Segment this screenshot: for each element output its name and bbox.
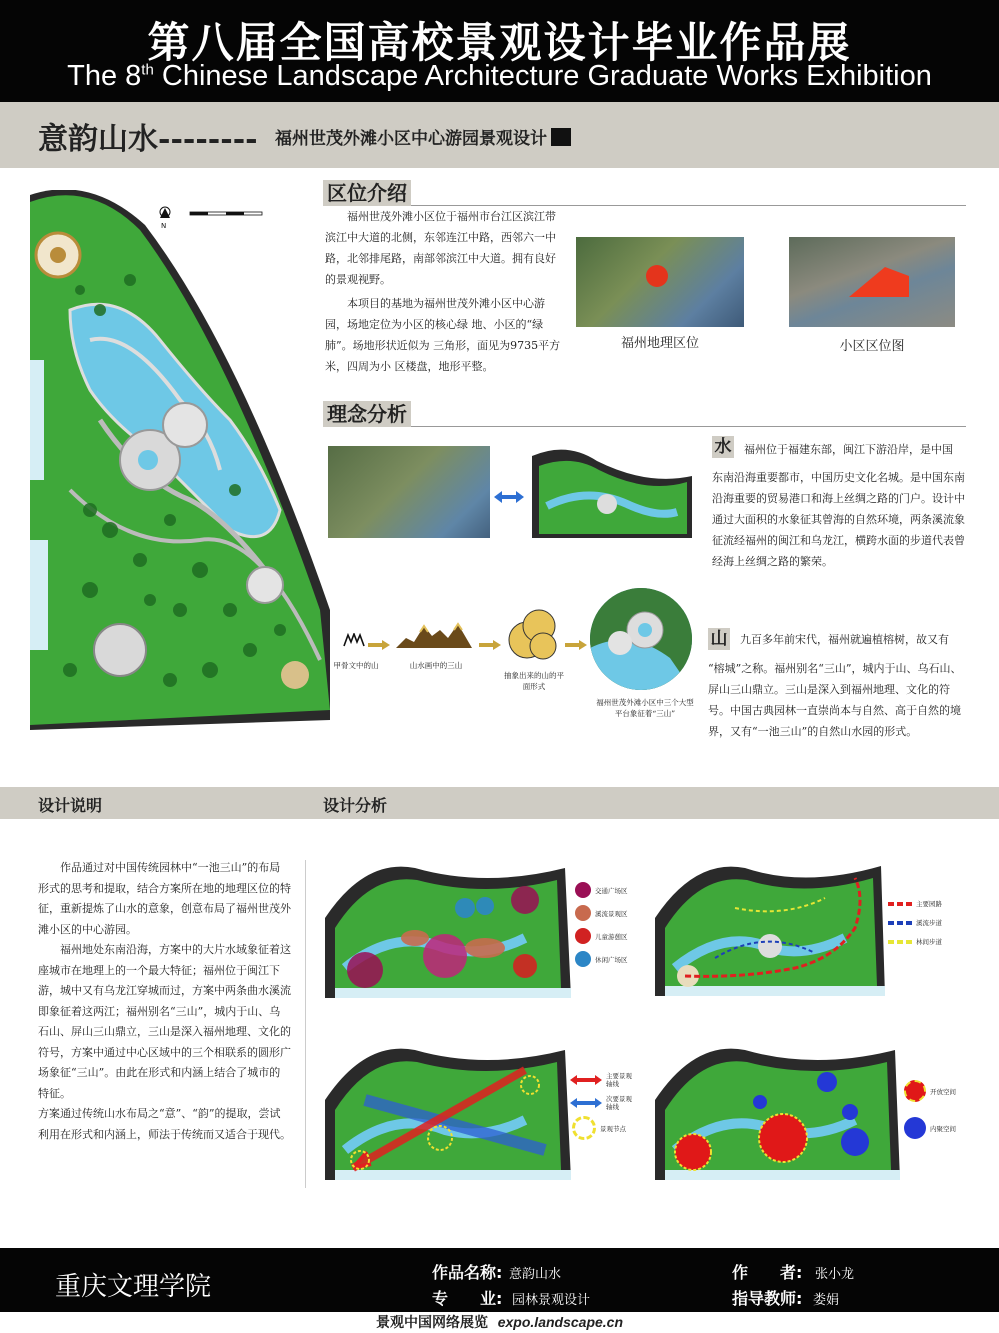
site-highlight	[849, 267, 909, 297]
site-plan	[30, 190, 330, 730]
path-legend-1	[888, 899, 942, 908]
school-name: 重庆文理学院	[55, 1272, 212, 1302]
space-legend-2-dot	[904, 1117, 926, 1139]
title-en-sup: th	[141, 61, 154, 79]
painted-mountains-icon	[396, 620, 472, 650]
credit-url[interactable]: expo.landscape.cn	[497, 1314, 624, 1330]
desc-para-1: 作品通过对中国传统园林中“一池三山”的布局形式的思考和提取，结合方案所在地的地理区位的特征，重新提炼了山水的意象，创意布局了福州世茂外滩小区的中心游园。	[38, 861, 291, 936]
concept-heading: 理念分析	[323, 401, 411, 427]
location-section	[323, 180, 966, 206]
arrow-icon-3	[565, 635, 587, 645]
mountain-text-first: 九百多年前宋代，福州就遍植榕树，故又有	[740, 633, 949, 646]
community-map-caption: 小区区位图	[839, 339, 905, 354]
axis-legend-2-arrow	[570, 1098, 602, 1108]
axis-legend-2	[570, 1095, 634, 1111]
zone-legend-2-label: 溪流景观区	[595, 909, 628, 918]
path-analysis-plan	[655, 858, 885, 998]
space-legend-1-label: 开放空间	[930, 1087, 956, 1096]
zone-legend-4	[575, 951, 628, 967]
axis-legend-3	[572, 1116, 626, 1140]
north-label: N	[161, 222, 167, 230]
axis-legend-1-label: 主要景观轴线	[606, 1072, 632, 1088]
path-legend-2-line	[888, 920, 912, 926]
title-block-mark	[551, 128, 571, 146]
step-oracle-caption: 甲骨文中的山	[333, 661, 379, 670]
axis-legend-3-label: 景观节点	[600, 1124, 626, 1133]
author-value: 张小龙	[815, 1267, 855, 1282]
concept-section	[323, 401, 966, 427]
credit-line	[0, 1312, 999, 1333]
lower-band	[0, 787, 999, 819]
abstract-mountain-icon	[507, 608, 559, 660]
space-legend-2	[904, 1117, 956, 1139]
desc-para-3: 方案通过传统山水布局之“意”、“韵”的提取，尝试利用在形式和内涵上，师法于传统而又适合于现代。	[38, 1107, 291, 1141]
project-title: 意韵山水--------	[38, 122, 258, 157]
desc-para-2: 福州地处东南沿海，方案中的大片水域象征着这座城市在地理上的一个最大特征；福州位于闽江下游，城中又有乌龙江穿城而过，方案中两条曲水溪流即象征着这两江；福州别名“三山”，城内于山、乌石山、屏山三山鼎立，三山是深入福州地理、文化的符号，方案中通过中心区域中的三个相联系的圆形广场象征“三山”。由此在形式和内涵上结合了城市的特征。	[38, 943, 291, 1100]
space-legend-1	[904, 1080, 956, 1102]
axis-legend-3-ring	[572, 1116, 596, 1140]
design-analysis-heading: 设计分析	[323, 796, 388, 815]
design-description-text	[38, 858, 291, 1145]
arrow-icon-1	[368, 635, 390, 645]
project-subtitle-text: 福州世茂外滩小区中心游园景观设计	[275, 129, 547, 149]
water-text-first: 福州位于福建东部，闽江下游沿岸，是中国	[744, 443, 953, 456]
path-legend-3-label: 林间步道	[916, 938, 942, 946]
site-plan-drawing	[30, 190, 330, 730]
fuzhou-map-caption: 福州地理区位	[620, 336, 699, 351]
path-legend-2-label: 溪流步道	[916, 919, 942, 927]
project-title-band	[0, 102, 999, 168]
exhibition-title-zh: 第八届全国高校景观设计毕业作品展	[147, 18, 852, 67]
axis-analysis-plan	[325, 1040, 571, 1182]
space-analysis-plan	[655, 1040, 900, 1182]
zone-legend-2-dot	[575, 905, 591, 921]
zone-legend-3	[575, 928, 628, 944]
arrow-icon-2	[479, 635, 501, 645]
project-subtitle	[275, 124, 571, 149]
path-legend-3-line	[888, 939, 912, 945]
zone-analysis-plan	[325, 858, 571, 1000]
author-label: 作 者:	[732, 1263, 803, 1282]
path-legend-1-line	[888, 901, 912, 907]
fuzhou-location-map	[576, 237, 744, 327]
title-en-pre: The 8	[67, 60, 142, 92]
path-legend-3	[888, 937, 942, 946]
mountain-text-rest: “榕城”之称。福州别名“三山”，城内于山、乌石山、屏山三山鼎立。三山是深入到福州地理、文化的符号。中国古典园林一直崇尚本与自然、高于自然的境界，又有“一池三山”的自然山水园的形式。	[708, 662, 962, 738]
credit-zh: 景观中国网络展览	[375, 1315, 488, 1331]
location-para-1: 福州世茂外滩小区位于福州市台江区滨江带滨江中大道的北侧，东邻连江中路，西邻六一中路，北邻排尾路，南部邻滨江中大道。拥有良好的景观视野。	[325, 210, 556, 286]
footer	[0, 1248, 999, 1312]
zone-legend-2	[575, 905, 628, 921]
zone-legend-1-dot	[575, 882, 591, 898]
water-text-rest: 东南沿海重要都市，中国历史文化名城。是中国东南沿海重要的贸易港口和海上丝绸之路的门户。设计中通过大面积的水象征其曾海的自然环境，两条溪流象征流经福州的闽江和乌龙江，横跨水面的步道代表曾经海上丝绸之路的繁荣。	[712, 471, 965, 568]
space-legend-2-label: 内聚空间	[930, 1124, 956, 1133]
path-legend-2	[888, 918, 942, 927]
advisor-label: 指导教师:	[732, 1289, 803, 1308]
advisor-value: 娄娟	[813, 1293, 840, 1308]
location-marker	[646, 265, 668, 287]
zone-legend-3-dot	[575, 928, 591, 944]
double-arrow-icon	[494, 489, 524, 503]
concept-plan-thumb	[527, 446, 695, 538]
path-legend-1-label: 主要园路	[916, 900, 942, 908]
title-en-post: Chinese Landscape Architecture Graduate Works Exhibition	[153, 60, 932, 92]
concept-rule	[411, 426, 966, 427]
work-name-label: 作品名称:	[432, 1263, 503, 1282]
location-heading-row	[323, 180, 966, 206]
space-legend-1-dot	[904, 1080, 926, 1102]
exhibition-header	[0, 0, 999, 102]
community-location-map	[789, 237, 955, 327]
column-divider	[305, 860, 306, 1188]
three-platforms-detail	[590, 588, 692, 690]
water-satellite-image	[328, 446, 490, 538]
zone-legend-1	[575, 882, 628, 898]
zone-legend-4-label: 休闲广场区	[595, 955, 628, 964]
mountain-char: 山	[708, 628, 730, 650]
major-label: 专 业:	[432, 1289, 503, 1308]
axis-legend-1-arrow	[570, 1075, 602, 1085]
axis-legend-2-label: 次要景观轴线	[606, 1095, 632, 1111]
work-name-value: 意韵山水	[509, 1267, 562, 1282]
zone-legend-1-label: 交通广场区	[595, 886, 628, 895]
exhibition-title-en	[0, 60, 999, 93]
design-description-heading: 设计说明	[38, 796, 103, 815]
location-heading: 区位介绍	[323, 180, 411, 206]
axis-legend-1	[570, 1072, 634, 1088]
step-platform-caption: 福州世茂外滩小区中三个大型平台象征着“三山”	[596, 698, 694, 718]
water-char: 水	[712, 436, 734, 458]
concept-heading-row	[323, 401, 966, 427]
location-para-2: 本项目的基地为福州世茂外滩小区中心游园，场地定位为小区的核心绿 地、小区的“绿肺”。场地形状近似为 三角形，面见为9735平方米，四周为小 区楼盘，地形平整。	[325, 297, 561, 373]
major-value: 园林景观设计	[512, 1293, 591, 1308]
zone-legend-3-label: 儿童游憩区	[595, 932, 628, 941]
location-text	[325, 206, 565, 377]
step-abstract-caption: 抽象出来的山的平面形式	[504, 671, 564, 691]
zone-legend-4-dot	[575, 951, 591, 967]
oracle-mountain-icon	[343, 632, 365, 646]
step-painting-caption: 山水画中的三山	[409, 661, 463, 670]
